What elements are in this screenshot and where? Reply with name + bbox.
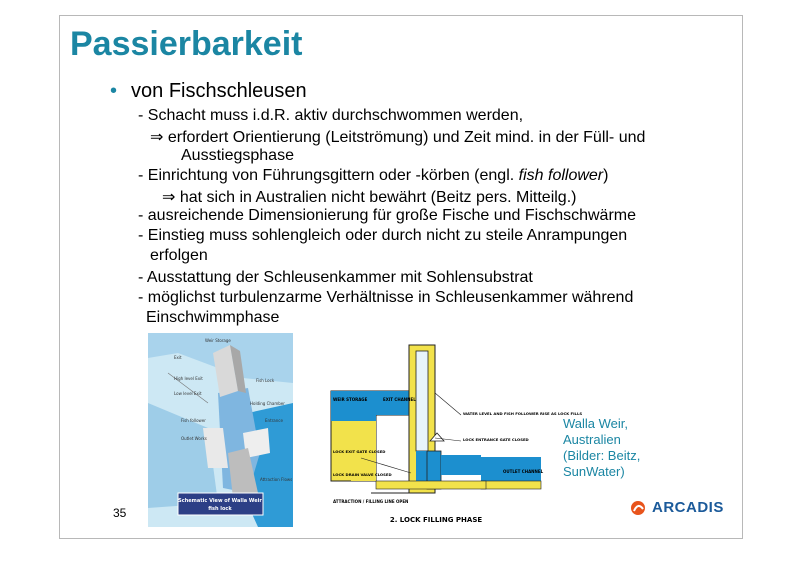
figure-label: Entrance bbox=[265, 418, 283, 423]
caption-line: Walla Weir, bbox=[563, 416, 629, 431]
arcadis-logo-icon bbox=[630, 500, 648, 516]
logo-text: ARCADIS bbox=[652, 499, 724, 516]
text-line: - Ausstattung der Schleusenkammer mit Sohlensubstrat bbox=[138, 269, 533, 286]
text-line: - Einstieg muss sohlengleich oder durch nicht zu steile Anrampungen bbox=[138, 227, 628, 244]
text-line: Einschwimmphase bbox=[146, 309, 280, 326]
figure-label: Exit bbox=[174, 355, 182, 360]
figure-label: High level Exit bbox=[174, 376, 203, 381]
text-line bbox=[138, 167, 608, 185]
text-line: - ausreichende Dimensionierung für große Fische und Fischschwärme bbox=[138, 207, 636, 224]
text-line: - möglichst turbulenzarme Verhältnisse in Schleusenkammer während bbox=[138, 289, 634, 306]
figure-label: Outlet Works bbox=[181, 436, 207, 441]
bullet-dot: • bbox=[110, 80, 118, 102]
figure-label: Low level Exit bbox=[174, 391, 202, 396]
figure-label: OUTLET CHANNEL bbox=[503, 469, 544, 474]
arcadis-logo bbox=[630, 499, 724, 516]
lock-filling-phase-diagram bbox=[331, 333, 583, 527]
figure-label: EXIT CHANNEL bbox=[383, 397, 416, 402]
figure-caption: Schematic View of Walla Weir bbox=[178, 498, 262, 504]
figure-label: WATER LEVEL AND FISH FOLLOWER RISE AS LOCK FILLS bbox=[463, 411, 583, 416]
figure-label: LOCK DRAIN VALVE CLOSED bbox=[333, 472, 392, 477]
figure-label: LOCK ENTRANCE GATE CLOSED bbox=[463, 437, 529, 442]
text-line: - Schacht muss i.d.R. aktiv durchschwommen werden, bbox=[138, 107, 524, 124]
figure-label: Holding Chamber bbox=[250, 401, 285, 406]
page-number: 35 bbox=[113, 506, 127, 520]
text-segment: ) bbox=[603, 167, 609, 184]
figure-caption: fish lock bbox=[208, 506, 232, 512]
text-line: ⇒ hat sich in Australien nicht bewährt (Beitz pers. Mitteilg.) bbox=[162, 189, 577, 206]
figure-label: LOCK EXIT GATE CLOSED bbox=[333, 449, 386, 454]
text-line: Ausstiegsphase bbox=[181, 147, 294, 164]
figure-caption: 2. LOCK FILLING PHASE bbox=[389, 516, 483, 524]
slide-title: Passierbarkeit bbox=[70, 25, 303, 63]
caption-line: (Bilder: Beitz, bbox=[563, 448, 641, 463]
caption-line: Australien bbox=[563, 432, 621, 447]
figure-label: Fish Lock bbox=[256, 378, 275, 383]
text-line: erfolgen bbox=[150, 247, 208, 264]
text-line: ⇒ erfordert Orientierung (Leitströmung) und Zeit mind. in der Füll- und bbox=[150, 129, 646, 146]
figure-label: Weir Storage bbox=[205, 338, 231, 343]
fish-lock-schematic-image bbox=[148, 333, 293, 527]
text-segment: - Einrichtung von Führungsgittern oder -körben (engl. bbox=[138, 167, 515, 184]
caption-line: SunWater) bbox=[563, 464, 625, 479]
text-italic: fish follower bbox=[518, 167, 604, 184]
bullet-text: von Fischschleusen bbox=[131, 80, 307, 102]
figure-label: WEIR STORAGE bbox=[333, 397, 368, 402]
figure-label: Attraction Flows bbox=[260, 477, 293, 482]
image-caption bbox=[563, 416, 640, 480]
main-bullet bbox=[110, 80, 307, 103]
figure-label: Fish follower bbox=[181, 418, 206, 423]
figure-label: ATTRACTION / FILLING LINE OPEN bbox=[333, 499, 409, 504]
